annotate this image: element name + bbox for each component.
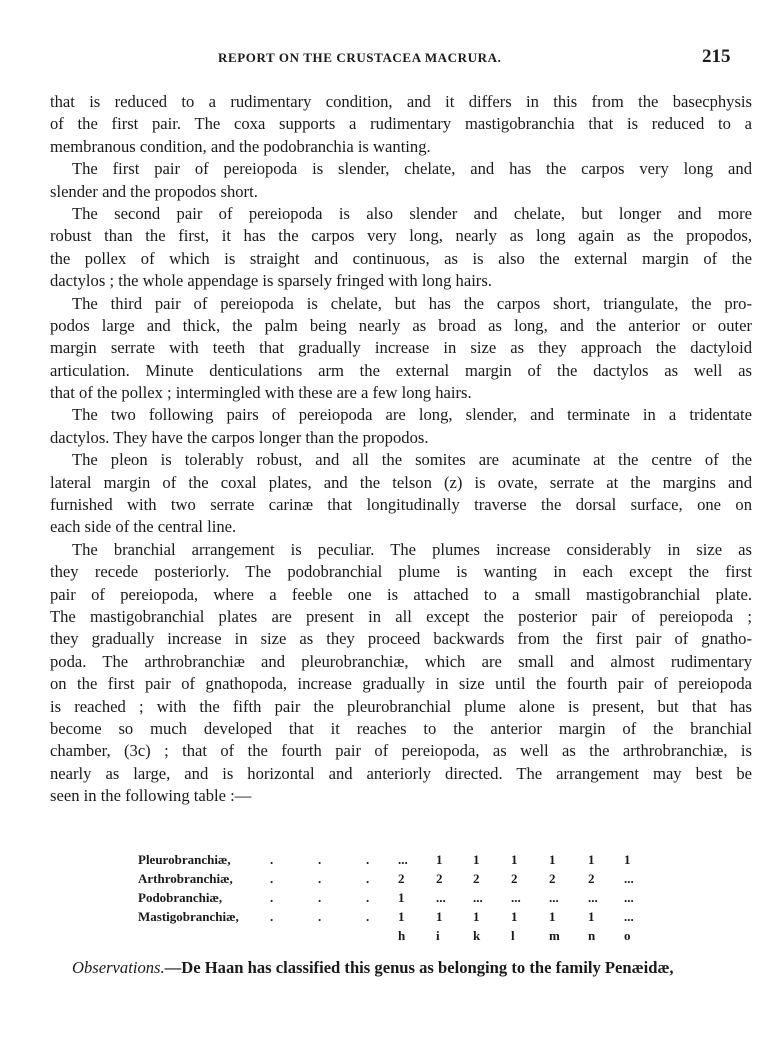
table-cell: ... bbox=[588, 890, 598, 905]
row-label: Podobranchiæ, bbox=[138, 890, 223, 905]
column-key: n bbox=[588, 928, 596, 943]
column-key: k bbox=[473, 928, 481, 943]
row-label: Arthrobranchiæ, bbox=[138, 871, 233, 886]
table-cell: 1 bbox=[511, 909, 518, 924]
column-key: o bbox=[624, 928, 631, 943]
column-key: m bbox=[549, 928, 560, 943]
observations-paragraph bbox=[72, 958, 674, 978]
text-line: become so much developed that it reaches to the anterior margin of the branchial bbox=[50, 718, 752, 738]
text-line: podos large and thick, the palm being nearly as broad as long, and the anterior or outer bbox=[50, 315, 752, 335]
text-line: on the first pair of gnathopoda, increase gradually in size until the fourth pair of pereiopoda bbox=[50, 674, 752, 694]
running-title: REPORT ON THE CRUSTACEA MACRURA. bbox=[218, 50, 502, 65]
text-line: The two following pairs of pereiopoda are long, slender, and terminate in a tridentate bbox=[72, 405, 752, 425]
leader-dot: . bbox=[270, 871, 274, 886]
leader-dot: . bbox=[318, 852, 322, 867]
running-header bbox=[0, 48, 776, 72]
text-line: they gradually increase in size as they proceed backwards from the first pair of gnatho- bbox=[50, 629, 752, 649]
leader-dot: . bbox=[366, 871, 370, 886]
text-line: furnished with two serrate carinæ that longitudinally traverse the dorsal surface, one on bbox=[50, 495, 752, 515]
text-line: chamber, (3c) ; that of the fourth pair of pereiopoda, as well as the arthrobranchiæ, is bbox=[50, 741, 752, 761]
page-number: 215 bbox=[702, 46, 731, 67]
text-line: that of the pollex ; intermingled with these are a few long hairs. bbox=[50, 383, 472, 403]
leader-dot: . bbox=[366, 852, 370, 867]
row-label: Mastigobranchiæ, bbox=[138, 909, 239, 924]
leader-dot: . bbox=[270, 909, 274, 924]
paragraph bbox=[50, 404, 752, 449]
table-cell: 1 bbox=[473, 909, 480, 924]
text-line: dactylos ; the whole appendage is sparsely fringed with long hairs. bbox=[50, 271, 492, 291]
table-cell: 2 bbox=[511, 871, 518, 886]
table-cell: ... bbox=[624, 890, 634, 905]
observations-label: Observations. bbox=[72, 958, 165, 977]
table-cell: 1 bbox=[624, 852, 631, 867]
table-cell: 2 bbox=[549, 871, 556, 886]
text-line: slender and the propodos short. bbox=[50, 181, 258, 201]
table-cell: ... bbox=[549, 890, 559, 905]
text-line: of the first pair. The coxa supports a rudimentary mastigobranchia that is reduced to a bbox=[50, 114, 752, 134]
text-line: The branchial arrangement is peculiar. The plumes increase considerably in size as bbox=[72, 539, 752, 559]
paragraph bbox=[50, 203, 752, 293]
paragraph bbox=[50, 91, 752, 158]
table-cell: 1 bbox=[588, 852, 595, 867]
branchial-table bbox=[0, 852, 776, 952]
leader-dot: . bbox=[366, 890, 370, 905]
text-line: The mastigobranchial plates are present in all except the posterior pair of pereiopoda ; bbox=[50, 606, 752, 626]
table-cell: 1 bbox=[436, 909, 443, 924]
table-cell: 1 bbox=[398, 890, 405, 905]
text-line: nearly as large, and is horizontal and anteriorly directed. The arrangement may best be bbox=[50, 763, 752, 783]
leader-dot: . bbox=[270, 852, 274, 867]
table-cell: ... bbox=[398, 852, 408, 867]
text-line: dactylos. They have the carpos longer than the propodos. bbox=[50, 427, 429, 447]
table-cell: ... bbox=[473, 890, 483, 905]
table-cell: 1 bbox=[511, 852, 518, 867]
text-line: The first pair of pereiopoda is slender, chelate, and has the carpos very long and bbox=[72, 159, 752, 179]
text-line: The pleon is tolerably robust, and all the somites are acuminate at the centre of the bbox=[72, 450, 752, 470]
column-key: h bbox=[398, 928, 406, 943]
text-line: margin serrate with teeth that gradually increase in size as they approach the dactyloid bbox=[50, 338, 752, 358]
table-cell: 2 bbox=[436, 871, 443, 886]
leader-dot: . bbox=[318, 890, 322, 905]
text-line: The second pair of pereiopoda is also slender and chelate, but longer and more bbox=[72, 203, 752, 223]
leader-dot: . bbox=[318, 909, 322, 924]
paragraph bbox=[50, 449, 752, 539]
text-line: membranous condition, and the podobranchia is wanting. bbox=[50, 136, 431, 156]
leader-dot: . bbox=[270, 890, 274, 905]
column-key: l bbox=[511, 928, 515, 943]
table-cell: 1 bbox=[549, 852, 556, 867]
text-line: poda. The arthrobranchiæ and pleurobranchiæ, which are small and almost rudimentary bbox=[50, 651, 752, 671]
table-cell: 1 bbox=[398, 909, 405, 924]
table-cell: 2 bbox=[398, 871, 405, 886]
text-line: articulation. Minute denticulations arm the external margin of the dactylos as well as bbox=[50, 360, 752, 380]
table-cell: 1 bbox=[436, 852, 443, 867]
text-line: the pollex of which is straight and continuous, as is also the external margin of the bbox=[50, 248, 752, 268]
leader-dot: . bbox=[318, 871, 322, 886]
table-cell: 2 bbox=[473, 871, 480, 886]
observations-text: —De Haan has classified this genus as belonging to the family Penæidæ, bbox=[164, 958, 674, 977]
table-cell: 1 bbox=[588, 909, 595, 924]
table-cell: ... bbox=[511, 890, 521, 905]
text-line: each side of the central line. bbox=[50, 517, 237, 537]
table-cell: ... bbox=[436, 890, 446, 905]
text-line: pair of pereiopoda, where a feeble one is attached to a small mastigobranchial plate. bbox=[50, 584, 752, 604]
text-line: they recede posteriorly. The podobranchial plume is wanting in each except the first bbox=[50, 562, 752, 582]
text-line: robust than the first, it has the carpos very long, nearly as long again as the propodos, bbox=[50, 226, 752, 246]
column-key: i bbox=[436, 928, 440, 943]
row-label: Pleurobranchiæ, bbox=[138, 852, 231, 867]
text-line: is reached ; with the fifth pair the pleurobranchial plume alone is present, but that has bbox=[50, 696, 752, 716]
paragraph bbox=[50, 293, 752, 405]
body-text bbox=[50, 91, 752, 808]
paragraph bbox=[50, 158, 752, 203]
table-cell: 2 bbox=[588, 871, 595, 886]
paragraph bbox=[50, 539, 752, 808]
text-line: The third pair of pereiopoda is chelate, but has the carpos short, triangulate, the pro- bbox=[72, 293, 752, 313]
table-cell: ... bbox=[624, 909, 634, 924]
text-line: seen in the following table :— bbox=[50, 786, 252, 806]
text-line: that is reduced to a rudimentary condition, and it differs in this from the basecphysis bbox=[50, 92, 752, 111]
table-cell: ... bbox=[624, 871, 634, 886]
table-cell: 1 bbox=[473, 852, 480, 867]
leader-dot: . bbox=[366, 909, 370, 924]
text-line: lateral margin of the coxal plates, and the telson (z) is ovate, serrate at the margins and bbox=[50, 472, 752, 492]
table-cell: 1 bbox=[549, 909, 556, 924]
